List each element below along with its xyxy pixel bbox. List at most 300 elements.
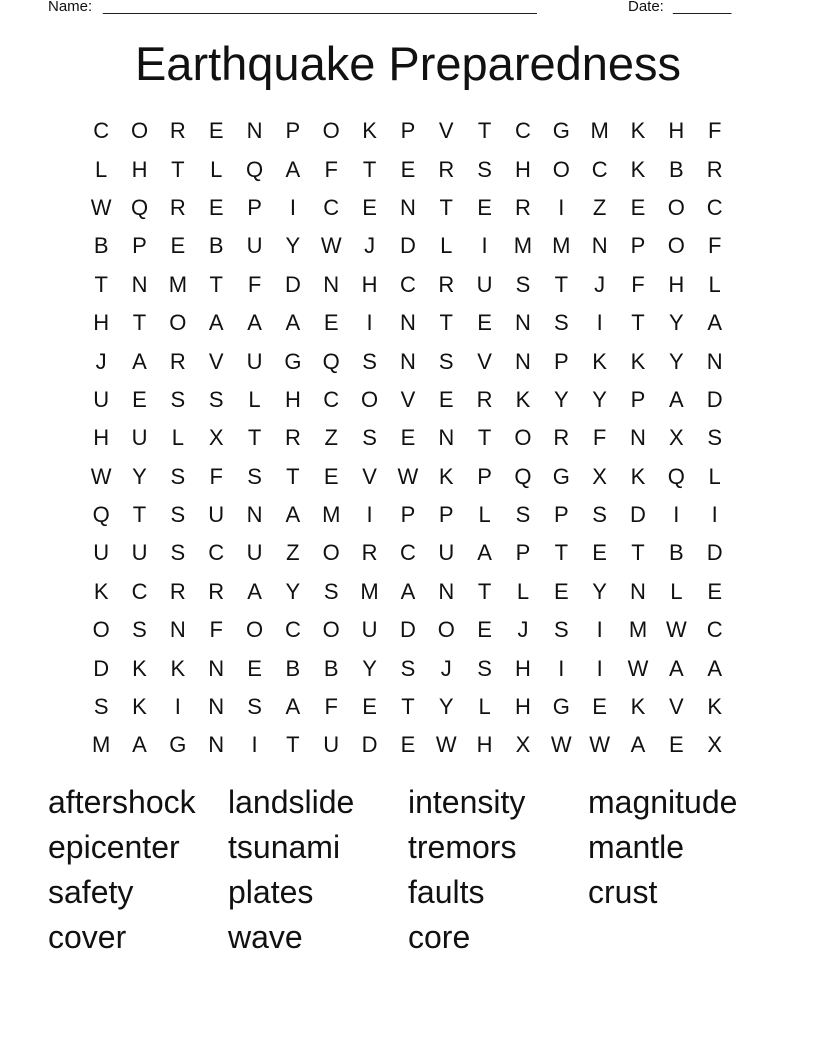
name-blank-line: ____________________________________________________: [103, 0, 537, 15]
grid-letter: E: [553, 578, 569, 604]
grid-letter: V: [477, 348, 492, 374]
grid-letter: K: [132, 655, 147, 681]
grid-letter: P: [285, 118, 301, 144]
grid-letter: S: [438, 348, 454, 374]
grid-letter: D: [399, 233, 416, 259]
grid-letter: I: [366, 310, 373, 336]
grid-letter: U: [246, 348, 263, 374]
grid-letter: A: [285, 502, 301, 528]
grid-letter: H: [93, 425, 110, 451]
grid-letter: U: [208, 502, 225, 528]
grid-letter: L: [670, 578, 683, 604]
grid-letter: S: [362, 348, 377, 374]
grid-letter: Y: [132, 463, 147, 489]
grid-letter: L: [708, 463, 721, 489]
grid-letter: P: [132, 233, 147, 259]
grid-letter: S: [553, 617, 569, 643]
grid-letter: T: [631, 540, 645, 566]
grid-letter: E: [707, 578, 723, 604]
grid-letter: T: [477, 578, 492, 604]
grid-letter: F: [631, 271, 645, 297]
grid-letter: L: [478, 502, 491, 528]
grid-letter: N: [246, 502, 263, 528]
date-blank-line: _______: [673, 0, 732, 15]
grid-letter: L: [478, 694, 491, 720]
grid-letter: L: [248, 386, 261, 412]
grid-letter: F: [592, 425, 607, 451]
grid-letter: C: [93, 118, 110, 144]
grid-letter: T: [286, 732, 300, 758]
grid-letter: O: [361, 386, 379, 412]
grid-letter: G: [169, 732, 187, 758]
grid-letter: N: [208, 655, 225, 681]
grid-letter: F: [707, 118, 722, 144]
grid-letter: S: [323, 578, 339, 604]
grid-letter: W: [550, 732, 572, 758]
grid-letter: C: [208, 540, 225, 566]
grid-row: [82, 419, 734, 457]
grid-letter: D: [399, 617, 416, 643]
grid-letter: S: [93, 694, 109, 720]
grid-letter: N: [591, 233, 608, 259]
grid-letter: S: [400, 655, 416, 681]
grid-letter: X: [515, 732, 531, 758]
grid-letter: N: [169, 617, 186, 643]
grid-letter: W: [90, 463, 112, 489]
grid-letter: T: [171, 156, 185, 182]
grid-letter: X: [208, 425, 224, 451]
grid-letter: V: [438, 118, 454, 144]
grid-letter: R: [361, 540, 378, 566]
grid-letter: P: [553, 348, 569, 374]
grid-row: [82, 342, 734, 380]
grid-letter: U: [438, 540, 455, 566]
grid-letter: Y: [285, 578, 301, 604]
grid-letter: L: [708, 271, 721, 297]
grid-letter: U: [131, 425, 148, 451]
grid-letter: K: [630, 156, 646, 182]
grid-letter: N: [131, 271, 148, 297]
grid-letter: B: [93, 233, 109, 259]
word-list-item: plates: [228, 874, 314, 910]
grid-letter: Y: [592, 578, 607, 604]
grid-letter: E: [477, 310, 492, 336]
grid-letter: E: [208, 194, 224, 220]
grid-letter: B: [208, 233, 224, 259]
grid-letter: Z: [286, 540, 300, 566]
grid-letter: E: [323, 463, 339, 489]
grid-letter: E: [208, 118, 224, 144]
grid-letter: E: [362, 694, 377, 720]
worksheet-header: [48, 0, 748, 20]
grid-letter: T: [631, 310, 645, 336]
grid-letter: N: [630, 425, 646, 451]
grid-letter: D: [630, 502, 646, 528]
grid-letter: O: [437, 617, 455, 643]
grid-letter: T: [362, 156, 377, 182]
grid-letter: R: [208, 578, 225, 604]
word-list-item: landslide: [228, 784, 355, 820]
grid-letter: S: [477, 156, 492, 182]
grid-letter: N: [323, 271, 340, 297]
grid-letter: U: [131, 540, 148, 566]
grid-letter: T: [554, 271, 569, 297]
grid-letter: N: [399, 194, 416, 220]
grid-letter: X: [707, 732, 723, 758]
grid-letter: M: [628, 617, 648, 643]
grid-letter: D: [706, 540, 723, 566]
grid-letter: W: [90, 194, 112, 220]
grid-letter: G: [552, 694, 570, 720]
grid-letter: E: [668, 732, 684, 758]
grid-letter: A: [707, 310, 723, 336]
grid-letter: I: [673, 502, 680, 528]
grid-letter: S: [515, 271, 531, 297]
grid-letter: H: [515, 156, 531, 182]
grid-letter: X: [592, 463, 607, 489]
word-list-item: intensity: [408, 784, 526, 820]
grid-letter: C: [131, 578, 148, 604]
grid-letter: U: [246, 233, 263, 259]
grid-letter: T: [132, 310, 147, 336]
grid-letter: S: [170, 540, 186, 566]
grid-letter: S: [707, 425, 723, 451]
grid-letter: S: [592, 502, 607, 528]
grid-letter: M: [513, 233, 533, 259]
grid-letter: K: [438, 463, 454, 489]
grid-letter: K: [630, 463, 646, 489]
grid-letter: F: [247, 271, 262, 297]
page-title: Earthquake Preparedness: [134, 37, 682, 90]
grid-letter: E: [400, 732, 416, 758]
grid-letter: Q: [322, 348, 340, 374]
grid-letter: Q: [130, 194, 149, 220]
grid-letter: E: [630, 194, 646, 220]
grid-letter: A: [668, 386, 684, 412]
grid-letter: O: [514, 425, 532, 451]
grid-row: [82, 112, 734, 150]
grid-row: [82, 688, 734, 726]
grid-letter: N: [208, 732, 225, 758]
grid-letter: I: [366, 502, 373, 528]
grid-letter: U: [323, 732, 340, 758]
grid-letter: I: [596, 617, 603, 643]
grid-letter: W: [589, 732, 611, 758]
grid-letter: A: [285, 310, 301, 336]
grid-letter: R: [169, 118, 186, 144]
grid-letter: A: [208, 310, 224, 336]
grid-row: [82, 496, 734, 534]
word-list-item: epicenter: [48, 829, 180, 865]
grid-letter: U: [476, 271, 493, 297]
grid-letter: Y: [438, 694, 454, 720]
grid-letter: I: [174, 694, 181, 720]
grid-letter: O: [667, 194, 685, 220]
grid-letter: E: [592, 694, 607, 720]
grid-letter: B: [285, 655, 301, 681]
grid-letter: H: [131, 156, 148, 182]
grid-letter: T: [439, 310, 453, 336]
grid-letter: V: [208, 348, 224, 374]
grid-letter: H: [668, 271, 685, 297]
grid-letter: Z: [592, 194, 607, 220]
grid-row: [82, 227, 734, 265]
grid-letter: H: [668, 118, 685, 144]
grid-letter: G: [552, 463, 570, 489]
grid-letter: T: [401, 694, 415, 720]
grid-letter: S: [208, 386, 224, 412]
grid-letter: F: [324, 694, 338, 720]
grid-letter: I: [289, 194, 296, 220]
grid-letter: R: [438, 156, 455, 182]
grid-letter: R: [169, 194, 186, 220]
grid-letter: T: [477, 118, 492, 144]
grid-letter: A: [132, 348, 147, 374]
grid-letter: P: [400, 502, 416, 528]
word-search-grid: [82, 112, 734, 765]
grid-letter: M: [552, 233, 571, 259]
grid-letter: E: [438, 386, 454, 412]
grid-letter: I: [251, 732, 258, 758]
grid-letter: L: [440, 233, 453, 259]
grid-letter: O: [92, 617, 110, 643]
word-list-item: magnitude: [588, 784, 738, 820]
grid-row: [82, 573, 734, 611]
grid-letter: O: [130, 118, 149, 144]
grid-letter: P: [630, 233, 646, 259]
grid-letter: A: [477, 540, 492, 566]
grid-letter: I: [558, 655, 565, 681]
grid-letter: N: [438, 578, 455, 604]
grid-letter: K: [592, 348, 607, 374]
date-label: Date:: [628, 0, 664, 15]
grid-letter: F: [209, 617, 223, 643]
grid-row: [82, 150, 734, 188]
name-label: Name:: [48, 0, 93, 15]
grid-letter: K: [93, 578, 109, 604]
grid-letter: O: [322, 617, 340, 643]
grid-letter: M: [360, 578, 379, 604]
grid-row: [82, 611, 734, 649]
grid-letter: W: [435, 732, 457, 758]
word-list-item: tremors: [408, 829, 517, 865]
grid-letter: I: [558, 194, 565, 220]
grid-letter: O: [552, 156, 570, 182]
grid-letter: U: [93, 386, 110, 412]
grid-letter: S: [515, 502, 531, 528]
grid-letter: H: [284, 386, 301, 412]
grid-letter: D: [284, 271, 301, 297]
grid-letter: R: [284, 425, 301, 451]
grid-letter: A: [400, 578, 416, 604]
grid-letter: F: [324, 156, 338, 182]
grid-letter: V: [362, 463, 377, 489]
grid-letter: Q: [514, 463, 532, 489]
grid-letter: S: [170, 463, 186, 489]
grid-letter: R: [476, 386, 493, 412]
grid-letter: T: [132, 502, 147, 528]
grid-letter: F: [707, 233, 722, 259]
grid-letter: S: [170, 386, 186, 412]
grid-letter: Z: [324, 425, 338, 451]
grid-letter: T: [209, 271, 223, 297]
grid-letter: E: [247, 655, 262, 681]
grid-letter: T: [477, 425, 492, 451]
grid-letter: W: [665, 617, 687, 643]
grid-letter: L: [516, 578, 530, 604]
grid-letter: E: [592, 540, 607, 566]
grid-letter: Q: [92, 502, 110, 528]
grid-letter: K: [630, 694, 646, 720]
grid-letter: N: [630, 578, 646, 604]
grid-letter: G: [552, 118, 570, 144]
grid-letter: Y: [668, 310, 684, 336]
grid-letter: P: [515, 540, 531, 566]
grid-letter: T: [247, 425, 262, 451]
grid-letter: D: [706, 386, 723, 412]
word-list-item: crust: [588, 874, 658, 910]
grid-letter: N: [246, 118, 263, 144]
grid-letter: J: [364, 233, 376, 259]
grid-letter: E: [400, 425, 416, 451]
grid-letter: H: [515, 694, 531, 720]
grid-letter: E: [170, 233, 186, 259]
grid-letter: K: [132, 694, 147, 720]
word-list-item: tsunami: [228, 829, 341, 865]
grid-letter: W: [397, 463, 419, 489]
grid-letter: N: [399, 310, 416, 336]
grid-letter: R: [706, 156, 723, 182]
grid-letter: M: [590, 118, 609, 144]
grid-letter: P: [630, 386, 646, 412]
grid-letter: P: [477, 463, 492, 489]
grid-letter: P: [400, 118, 416, 144]
grid-letter: S: [477, 655, 492, 681]
grid-letter: C: [706, 194, 723, 220]
grid-letter: K: [707, 694, 723, 720]
grid-letter: B: [668, 540, 684, 566]
word-list-item: safety: [48, 874, 134, 910]
word-list-item: core: [408, 919, 471, 955]
grid-letter: A: [668, 655, 684, 681]
grid-letter: T: [439, 194, 453, 220]
grid-letter: R: [553, 425, 570, 451]
grid-letter: T: [286, 463, 300, 489]
grid-letter: Y: [553, 386, 569, 412]
grid-letter: H: [93, 310, 110, 336]
grid-letter: X: [668, 425, 684, 451]
grid-letter: S: [132, 617, 147, 643]
grid-letter: C: [284, 617, 301, 643]
grid-letter: C: [399, 271, 416, 297]
grid-letter: Q: [245, 156, 264, 182]
grid-letter: S: [247, 694, 262, 720]
grid-letter: Q: [667, 463, 685, 489]
grid-letter: I: [596, 310, 603, 336]
grid-letter: Y: [668, 348, 684, 374]
grid-letter: R: [169, 578, 186, 604]
grid-letter: N: [515, 310, 531, 336]
grid-letter: I: [711, 502, 718, 528]
grid-letter: H: [515, 655, 531, 681]
grid-letter: M: [92, 732, 111, 758]
grid-row: [82, 189, 734, 227]
word-list-item: faults: [408, 874, 485, 910]
grid-letter: T: [554, 540, 569, 566]
grid-letter: D: [361, 732, 378, 758]
grid-letter: V: [668, 694, 684, 720]
grid-letter: E: [362, 194, 377, 220]
grid-letter: R: [169, 348, 186, 374]
grid-letter: E: [132, 386, 147, 412]
grid-letter: A: [132, 732, 147, 758]
grid-letter: L: [171, 425, 184, 451]
word-list: [48, 780, 768, 960]
grid-letter: A: [707, 655, 723, 681]
grid-letter: N: [399, 348, 416, 374]
grid-letter: S: [170, 502, 186, 528]
grid-letter: O: [322, 118, 340, 144]
grid-letter: G: [284, 348, 302, 374]
word-list-item: aftershock: [48, 784, 196, 820]
word-list-item: cover: [48, 919, 127, 955]
grid-letter: Y: [362, 655, 377, 681]
grid-row: [82, 726, 734, 764]
word-list-item: mantle: [588, 829, 685, 865]
grid-letter: U: [93, 540, 110, 566]
grid-row: [82, 649, 734, 687]
grid-letter: F: [209, 463, 223, 489]
grid-letter: C: [323, 386, 340, 412]
grid-letter: E: [323, 310, 339, 336]
grid-letter: W: [627, 655, 649, 681]
grid-letter: K: [630, 348, 646, 374]
grid-letter: U: [246, 540, 263, 566]
grid-letter: A: [247, 578, 262, 604]
grid-letter: O: [322, 540, 340, 566]
grid-letter: L: [95, 156, 108, 182]
grid-letter: A: [285, 694, 301, 720]
grid-letter: N: [515, 348, 531, 374]
grid-letter: A: [285, 156, 301, 182]
grid-letter: N: [706, 348, 723, 374]
grid-letter: C: [399, 540, 416, 566]
grid-letter: E: [400, 156, 416, 182]
grid-letter: V: [400, 386, 416, 412]
grid-letter: D: [93, 655, 110, 681]
grid-letter: P: [247, 194, 262, 220]
grid-letter: L: [210, 156, 223, 182]
grid-letter: J: [517, 617, 529, 643]
grid-letter: K: [362, 118, 377, 144]
grid-letter: S: [247, 463, 262, 489]
grid-letter: J: [440, 655, 452, 681]
grid-letter: N: [208, 694, 225, 720]
grid-letter: S: [362, 425, 377, 451]
grid-letter: A: [630, 732, 646, 758]
grid-letter: C: [323, 194, 340, 220]
grid-letter: K: [515, 386, 531, 412]
grid-letter: Y: [285, 233, 301, 259]
grid-letter: E: [477, 617, 492, 643]
grid-letter: C: [591, 156, 608, 182]
grid-letter: H: [476, 732, 493, 758]
grid-letter: U: [361, 617, 378, 643]
grid-letter: R: [438, 271, 455, 297]
grid-row: [82, 266, 734, 304]
grid-letter: N: [438, 425, 455, 451]
grid-letter: I: [481, 233, 488, 259]
